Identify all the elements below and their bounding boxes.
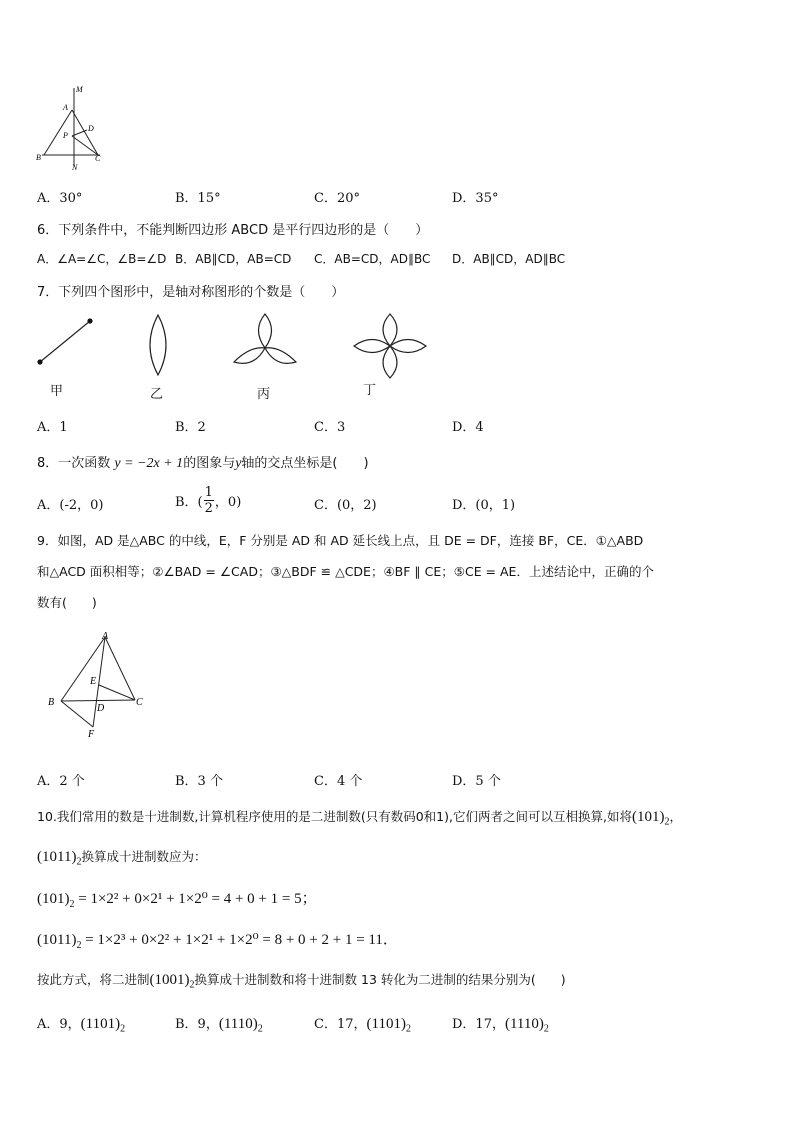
q10-option-d[interactable]: [452, 1013, 549, 1035]
q8-option-a[interactable]: A．(-2，0): [37, 498, 104, 513]
q10-option-a-label: A．9，: [37, 1017, 81, 1032]
q5-label-m: M: [76, 85, 83, 94]
q10-line2-text: 换算成十进制数应为：: [81, 849, 207, 864]
q5-seg-pc: [72, 136, 98, 155]
q10-option-d-sub: 2: [543, 1023, 549, 1035]
q10-line1-number: (101): [631, 809, 665, 825]
q10-line2: [37, 847, 206, 868]
q10-line5-sub: 2: [189, 979, 195, 991]
q5-option-c[interactable]: C．20°: [314, 191, 360, 206]
q9-label-e: E: [90, 676, 97, 687]
q10-line1-sub: 2: [664, 816, 670, 828]
q10-line5-number: (1001): [149, 972, 190, 988]
q9-label-b: B: [48, 697, 55, 708]
q10-option-a-sub: 2: [120, 1023, 126, 1035]
q9-side-ab: [61, 637, 105, 701]
q7-figure-bing: [230, 312, 300, 372]
q9-side-ac: [105, 637, 135, 700]
q10-option-a-number: (1101): [80, 1016, 121, 1032]
q5-side-ac: [72, 110, 98, 155]
q5-label-a: A: [63, 103, 68, 112]
q5-option-a[interactable]: A．30°: [37, 191, 83, 206]
q6-option-b[interactable]: B．AB∥CD，AB=CD: [175, 252, 292, 266]
q7-label-jia: 甲: [50, 384, 64, 399]
q10-option-c-label: C．17，: [314, 1017, 367, 1032]
q10-eq2-lhs: (1011): [37, 932, 77, 948]
q7-stem: 7．下列四个图形中，是轴对称图形的个数是（ ）: [37, 285, 345, 300]
q8-option-d[interactable]: D．(0，1): [452, 498, 516, 513]
q8-option-b-tail: ，0): [214, 495, 242, 510]
q6-option-d[interactable]: D．AB∥CD，AD∥BC: [452, 252, 566, 266]
q8-option-b[interactable]: [175, 485, 241, 516]
q9-label-a: A: [102, 631, 109, 642]
q5-option-b[interactable]: B．15°: [175, 191, 221, 206]
q10-option-c-sub: 2: [405, 1023, 411, 1035]
q8-stem-prefix: 8．一次函数: [37, 456, 115, 471]
q7-label-yi: 乙: [150, 387, 164, 402]
q5-label-b: B: [36, 153, 41, 162]
q10-line5-a: 按此方式，将二进制: [37, 972, 150, 987]
q10-eq2-rhs: = 1×2³ + 0×2² + 1×2¹ + 1×2⁰ = 8 + 0 + 2 + 1 = 11．: [85, 932, 398, 948]
q9-triangle-figure: [44, 628, 152, 740]
q8-option-b-numerator: 1: [204, 485, 213, 500]
q5-option-d[interactable]: D．35°: [452, 191, 499, 206]
q8-var-y: y: [235, 456, 242, 471]
q10-option-b[interactable]: [175, 1013, 263, 1035]
q8-stem-mid: 的图象与: [183, 456, 236, 471]
q10-equation-1: [37, 887, 317, 910]
q6-option-c[interactable]: C．AB=CD，AD∥BC: [314, 252, 431, 266]
q7-figure-yi: [140, 312, 176, 378]
q10-line2-sub: 2: [76, 856, 82, 868]
q5-label-n: N: [72, 163, 78, 172]
q9-label-c: C: [136, 697, 143, 708]
q10-line5: [37, 970, 566, 991]
q10-option-b-number: (1110): [218, 1016, 258, 1032]
q9-option-d[interactable]: D．5 个: [452, 774, 501, 789]
q10-eq1-lhs: (101): [37, 891, 70, 907]
q10-eq1-rhs: = 1×2² + 0×2¹ + 1×2⁰ = 4 + 0 + 1 = 5；: [78, 891, 317, 907]
q10-option-b-sub: 2: [257, 1023, 263, 1035]
q9-stem-line2: 和△ACD 面积相等；②∠BAD = ∠CAD；③△BDF ≌ △CDE；④BF ∥ CE；⑤CE = AE．上述结论中，正确的个: [37, 564, 654, 579]
q10-option-a[interactable]: [37, 1013, 125, 1035]
q10-option-c[interactable]: [314, 1013, 411, 1035]
q10-option-d-label: D．17，: [452, 1017, 505, 1032]
q8-option-b-label: B．(: [175, 495, 203, 510]
q9-seg-ec: [99, 685, 135, 700]
q10-line1-text: 10.我们常用的数是十进制数,计算机程序使用的是二进制数(只有数码0和1),它们两者之间可以互相换算,如将: [37, 809, 632, 824]
q7-label-ding: 丁: [363, 383, 377, 398]
q7-option-b[interactable]: B．2: [175, 420, 206, 435]
q10-option-b-label: B．9，: [175, 1017, 219, 1032]
q6-stem: 6．下列条件中，不能判断四边形 ABCD 是平行四边形的是（ ）: [37, 223, 429, 238]
q9-stem-line3: 数有( ): [37, 595, 97, 610]
q8-formula: y = −2x + 1: [114, 456, 184, 471]
q5-label-c: C: [95, 154, 101, 163]
q10-line1: 10.我们常用的数是十进制数,计算机程序使用的是二进制数(只有数码0和1),它们两者之间可以互相换算,如将$(101)_2$，: [37, 809, 682, 828]
q5-triangle-figure: [34, 82, 110, 174]
q9-seg-bf: [61, 701, 93, 727]
q7-option-a[interactable]: A．1: [37, 420, 68, 435]
q10-eq1-sub: 2: [69, 899, 75, 910]
q9-side-bc: [61, 700, 135, 701]
q9-stem-line1: 9．如图，AD 是△ABC 的中线，E，F 分别是 AD 和 AD 延长线上点，且 DE = DF，连接 BF，CE．①△ABD: [37, 533, 644, 548]
q10-line2-number: (1011): [37, 849, 77, 865]
q10-option-d-number: (1110): [504, 1016, 544, 1032]
q9-option-a[interactable]: A．2 个: [37, 774, 85, 789]
q5-label-p: P: [63, 131, 68, 140]
q9-option-c[interactable]: C．4 个: [314, 774, 363, 789]
q7-figure-ding: [350, 311, 430, 381]
q7-option-c[interactable]: C．3: [314, 420, 346, 435]
q10-line5-b: 换算成十进制数和将十进制数 13 转化为二进制的结果分别为( ): [194, 972, 566, 987]
q5-label-d: D: [88, 124, 94, 133]
q8-stem-suffix: 轴的交点坐标是( ): [241, 456, 369, 471]
q10-option-c-number: (1101): [366, 1016, 406, 1032]
q10-equation-2: [37, 928, 398, 951]
q8-stem: [37, 452, 369, 472]
q10-eq2-sub: 2: [76, 940, 82, 951]
q8-option-c[interactable]: C．(0，2): [314, 498, 377, 513]
q6-option-a[interactable]: A．∠A=∠C，∠B=∠D: [37, 252, 167, 266]
q9-label-f: F: [88, 729, 95, 740]
q9-option-b[interactable]: B．3 个: [175, 774, 223, 789]
q7-option-d[interactable]: D．4: [452, 420, 484, 435]
q9-label-d: D: [97, 703, 105, 714]
q8-option-b-denominator: 2: [204, 501, 213, 516]
q7-figure-jia: [34, 314, 98, 368]
q7-label-bing: 丙: [257, 387, 271, 402]
